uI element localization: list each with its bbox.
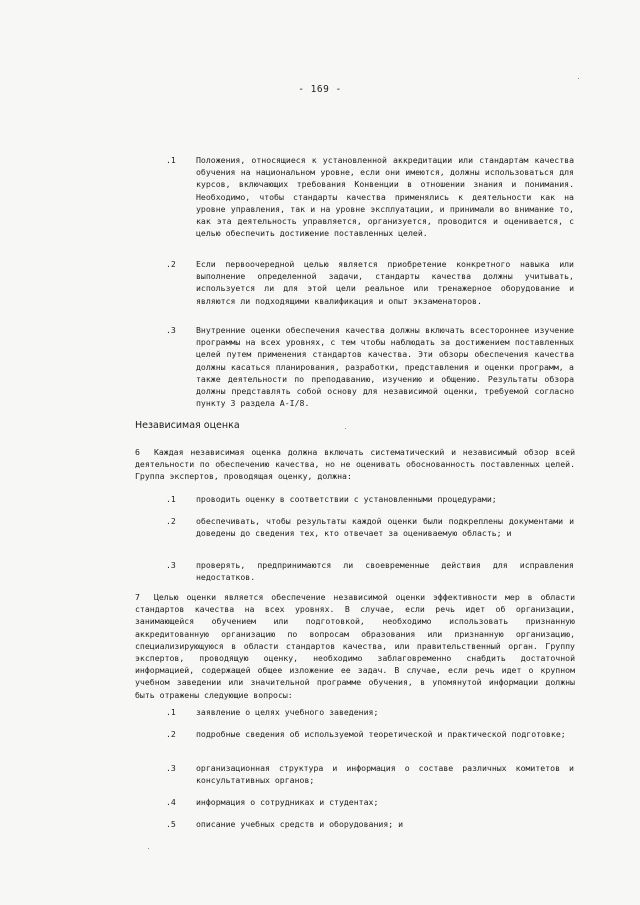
item-marker: .1 <box>166 155 176 165</box>
item-text: информация о сотрудниках и студентах; <box>196 797 379 807</box>
section-heading: Независимая оценка <box>135 420 240 431</box>
paragraph-6 <box>135 446 575 483</box>
item-marker: .1 <box>166 494 176 504</box>
scan-speck <box>578 78 579 79</box>
item-text: проводить оценку в соответствии с установленными процедурами; <box>196 494 497 504</box>
item-text: обеспечивать, чтобы результаты каждой оценки были подкреплены документами и доведены до сведения тех, кто отвечает за оцениваемую область; и <box>196 516 574 539</box>
scan-speck <box>148 848 149 849</box>
item-marker: .3 <box>166 325 176 335</box>
item-marker: .3 <box>166 763 176 773</box>
item-marker: .1 <box>166 707 176 717</box>
item-text: описание учебных средств и оборудования; и <box>196 819 404 829</box>
item-text: Если первоочередной целью является приобретение конкретного навыка или выполнение определенной задачи, стандарты качества должны учитывать, используется ли для этой цели реальное или тренажерное оборудование и являются ли подходящими квалификация и опыт экзаменаторов. <box>196 259 574 306</box>
scan-speck <box>345 428 346 429</box>
item-text: проверять, предпринимаются ли своевременные действия для исправления недостатков. <box>196 560 574 583</box>
item-marker: .4 <box>166 797 176 807</box>
item-text: Положения, относящиеся к установленной аккредитации или стандартам качества обучения на национальном уровне, если они имеются, должны использоваться для курсов, включающих требования Конвенции в отношении знания и понимания. Необходимо, чтобы стандарты качества применялись к деятельности как на уровне управления, так и на уровне эксплуатации, и принимали во внимание то, как эта деятельность управляется, организуется, проводится и оценивается, с целью обеспечить достижение поставленных целей. <box>196 155 574 239</box>
item-text: организационная структура и информация о составе различных комитетов и консультативных органов; <box>196 763 574 786</box>
paragraph-text: Целью оценки является обеспечение независимой оценки эффективности мер в области стандартов качества на всех уровнях. В случае, если речь идет об организации, занимающейся обучением или подготовкой, необходимо использовать признанную аккредитованную организацию по вопросам образования или признанную организацию, специализирующуюся в области стандартов качества, или правительственный орган. Группу экспертов, проводящую оценку, необходимо заблаговременно снабдить достаточной информацией, содержащей общее изложение ее задач. В случае, если речь идет о крупном учебном заведении или значительной программе обучения, в упомянутой информации должны быть отражены следующие вопросы: <box>135 592 575 700</box>
item-marker: .2 <box>166 259 176 269</box>
paragraph-number: 6 <box>135 447 140 457</box>
item-text: Внутренние оценки обеспечения качества должны включать всестороннее изучение программы на всех уровнях, с тем чтобы наблюдать за достижением поставленных целей путем применения стандартов качества. Эти обзоры обеспечения качества должны касаться планирования, разработки, представления и оценки программ, а также деятельности по преподаванию, изучению и общению. Результаты обзора должны представлять собой основу для независимой оценки, требуемой согласно пункту 3 раздела А-I/8. <box>196 325 574 409</box>
paragraph-7 <box>135 591 575 701</box>
paragraph-text: Каждая независимая оценка должна включать систематический и независимый обзор всей деятельности по обеспечению качества, но не оценивать обоснованность поставленных целей. Группа экспертов, проводящая оценку, должна: <box>135 447 575 482</box>
item-marker: .5 <box>166 819 176 829</box>
item-marker: .2 <box>166 729 176 739</box>
item-text: подробные сведения об используемой теоретической и практической подготовке; <box>196 729 566 739</box>
item-marker: .2 <box>166 516 176 526</box>
item-marker: .3 <box>166 560 176 570</box>
item-text: заявление о целях учебного заведения; <box>196 707 379 717</box>
paragraph-number: 7 <box>135 592 140 602</box>
page-number: - 169 - <box>298 84 342 95</box>
